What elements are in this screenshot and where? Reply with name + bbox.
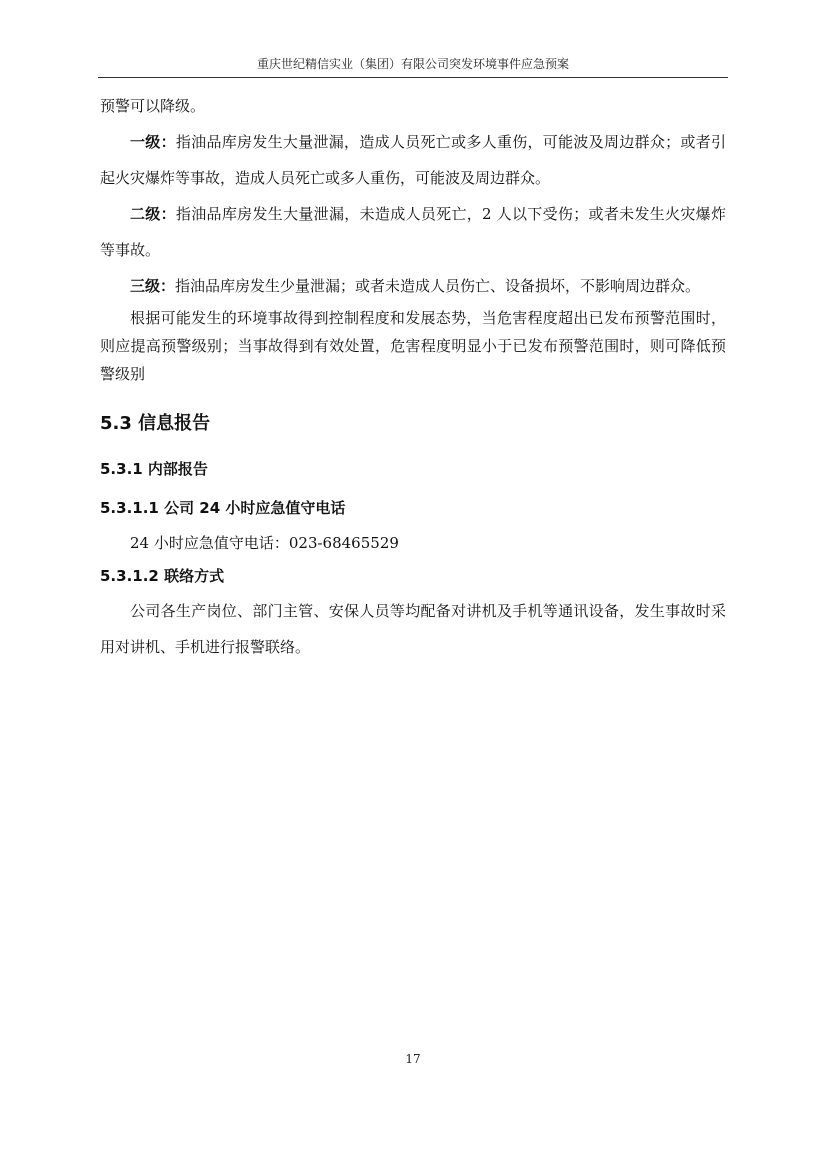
level-2-label: 二级：: [130, 205, 176, 223]
level-1-label: 一级：: [130, 133, 176, 151]
section-5-3-heading: 5.3 信息报告: [100, 413, 211, 434]
level-2-text: 指油品库房发生大量泄漏，未造成人员死亡，2 人以下受伤；或者未发生火灾爆炸等事故。: [100, 205, 726, 259]
level-3-text: 指油品库房发生少量泄漏；或者未造成人员伤亡、设备损坏，不影响周边群众。: [175, 277, 701, 295]
level-3-paragraph: [100, 268, 726, 304]
section-5-3-1-1-heading: 5.3.1.1 公司 24 小时应急值守电话: [100, 499, 346, 517]
section-5-3-1-2-heading: 5.3.1.2 联络方式: [100, 567, 225, 585]
continuation-text: 预警可以降级。: [100, 97, 206, 115]
level-2-paragraph: [100, 196, 726, 268]
page-number: 17: [405, 1052, 421, 1066]
duty-phone-text: 24 小时应急值守电话：023-68465529: [130, 534, 399, 552]
warning-adjust-paragraph: 根据可能发生的环境事故得到控制程度和发展态势，当危害程度超出已发布预警范围时，则应提高预警级别；当事故得到有效处置，危害程度明显小于已发布预警范围时，则可降低预警级别: [100, 309, 726, 383]
section-5-3-1-heading: 5.3.1 内部报告: [100, 460, 208, 478]
level-3-label: 三级：: [130, 277, 176, 295]
level-1-paragraph: [100, 124, 726, 196]
contact-method-text: 公司各生产岗位、部门主管、安保人员等均配备对讲机及手机等通讯设备，发生事故时采用对讲机、手机进行报警联络。: [100, 602, 726, 656]
header-divider: [98, 77, 728, 78]
level-1-text: 指油品库房发生大量泄漏，造成人员死亡或多人重伤，可能波及周边群众；或者引起火灾爆炸等事故，造成人员死亡或多人重伤，可能波及周边群众。: [100, 133, 726, 187]
page-body: [100, 88, 726, 665]
running-header: 重庆世纪精信实业（集团）有限公司突发环境事件应急预案: [256, 57, 569, 71]
